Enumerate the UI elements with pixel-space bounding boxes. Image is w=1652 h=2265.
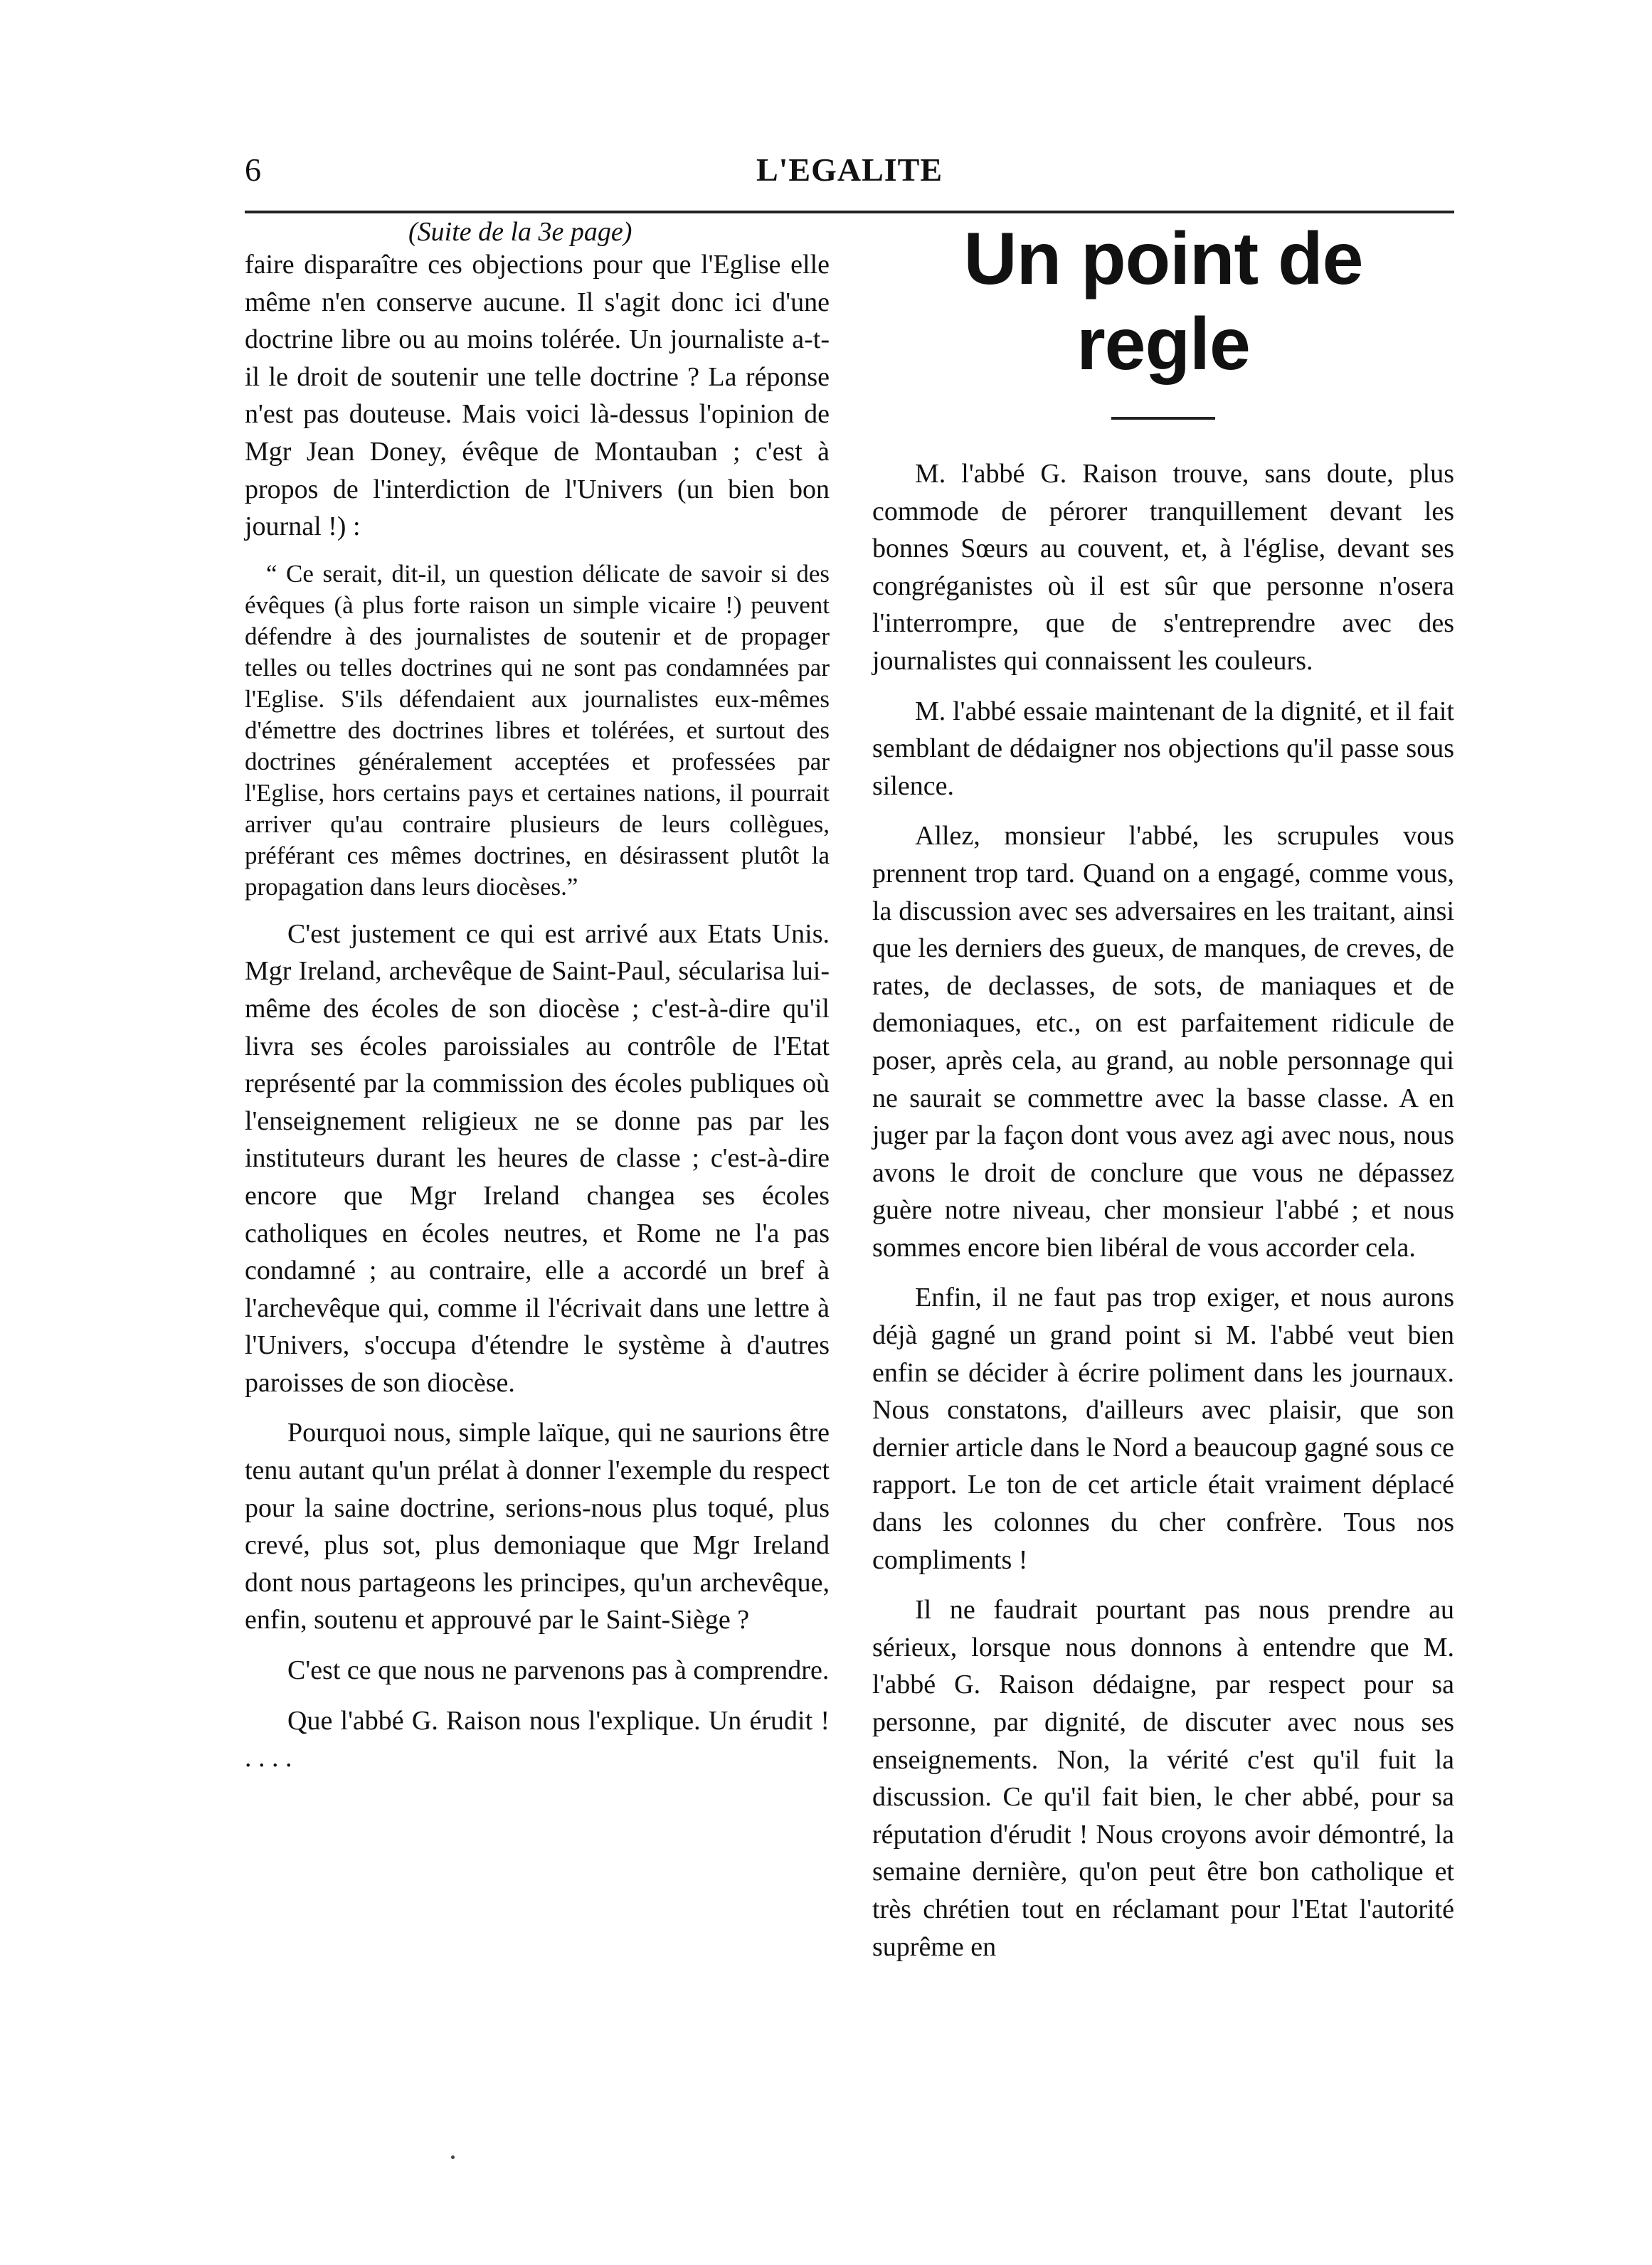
right-column <box>872 213 1454 1966</box>
paragraph: Pourquoi nous, simple laïque, qui ne saurions être tenu autant qu'un prélat à donner l'exemple du respect pour la saine doctrine, serions-nous plus toqué, plus crevé, plus sot, plus demoniaque que Mgr Ireland dont nous partageons les principes, qu'un archevêque, enfin, soutenu et approuvé par le Saint-Siège ? <box>245 1418 830 1635</box>
headline-rule <box>1111 417 1215 420</box>
ink-speck <box>451 2155 455 2159</box>
page-number: 6 <box>245 152 261 188</box>
paragraph: faire disparaître ces objections pour que l'Eglise elle même n'en conserve aucune. Il s'agit donc ici d'une doctrine libre ou au moins tolérée. Un journaliste a-t-il le droit de soutenir une telle doctrine ? La réponse n'est pas douteuse. Mais voici là-dessus l'opinion de Mgr Jean Doney, évêque de Montauban ; c'est à propos de l'interdiction de l'Univers (un bien bon journal !) : <box>245 250 830 542</box>
paragraph: Enfin, il ne faut pas trop exiger, et nous aurons déjà gagné un grand point si M. l'abbé veut bien enfin se décider à écrire poliment dans les journaux. Nous constatons, d'ailleurs avec plaisir, que son dernier article dans le Nord a beaucoup gagné sous ce rapport. Le ton de cet article était vraiment déplacé dans les colonnes du cher confrère. Tous nos compliments ! <box>872 1283 1454 1575</box>
paragraph: Il ne faudrait pourtant pas nous prendre au sérieux, lorsque nous donnons à entendre que M. l'abbé G. Raison dédaigne, par respect pour sa personne, par dignité, de discuter avec nous ses enseignements. Non, la vérité c'est qu'il fuit la discussion. Ce qu'il fait bien, le cher abbé, pour sa réputation d'érudit ! Nous croyons avoir démontré, la semaine dernière, qu'on peut être bon catholique et très chrétien tout en réclamant pour l'Etat l'autorité suprême en <box>872 1595 1454 1962</box>
paragraph: C'est justement ce qui est arrivé aux Etats Unis. Mgr Ireland, archevêque de Saint-Paul, sécularisa lui-même des écoles de son diocèse ; c'est-à-dire qu'il livra ses écoles paroissiales au contrôle de l'Etat représenté par la commission des écoles publiques où l'enseignement religieux ne se donne pas par les instituteurs durant les heures de classe ; c'est-à-dire encore que Mgr Ireland changea ses écoles catholiques en écoles neutres, et Rome ne l'a pas condamné ; au contraire, elle a accordé un bref à l'archevêque qui, comme il l'écrivait dans une lettre à l'Univers, s'occupa d'étendre le système à d'autres paroisses de son diocèse. <box>245 918 830 1398</box>
paragraph: M. l'abbé G. Raison trouve, sans doute, plus commode de pérorer tranquillement devant les bonnes Sœurs au couvent, et, à l'église, devant ses congréganistes où il est sûr que personne n'osera l'interrompre, que de s'entreprendre avec des journalistes qui connaissent les couleurs. <box>872 459 1454 676</box>
continued-note: (Suite de la 3e page) <box>408 217 632 247</box>
paragraph: C'est ce que nous ne parvenons pas à comprendre. <box>287 1655 830 1686</box>
paragraph: Allez, monsieur l'abbé, les scrupules vous prennent trop tard. Quand on a engagé, comme vous, la discussion avec ses adversaires en les traitant, ainsi que les derniers des gueux, de manques, de creves, de rates, de declasses, de sots, de maniaques et de demoniaques, etc., on est parfaitement ridicule de poser, après cela, au grand, au noble personnage qui ne saurait se commettre avec la basse classe. A en juger par la façon dont vous avez agi avec nous, nous avons le droit de conclure que vous ne dépassez guère notre niveau, cher monsieur l'abbé ; et nous sommes encore bien libéral de vous accorder cela. <box>872 821 1454 1263</box>
page-header <box>245 151 1454 193</box>
block-quote: “ Ce serait, dit-il, un question délicate de savoir si des évêques (à plus forte raison un simple vicaire !) peuvent défendre à des journalistes de soutenir et de propager telles ou telles doctrines qui ne sont pas condamnées par l'Eglise. S'ils défendaient aux journalistes eux-mêmes d'émettre des doctrines libres et tolérées, et surtout des doctrines généralement acceptées et professées par l'Eglise, hors certains pays et certaines nations, il pourrait arriver qu'au contraire plusieurs de leurs collègues, préférant ces mêmes doctrines, en désirassent plutôt la propagation dans leurs diocèses.” <box>245 559 830 901</box>
paragraph: Que l'abbé G. Raison nous l'explique. Un érudit ! . . . . <box>245 1705 830 1773</box>
running-title: L'EGALITE <box>756 152 943 188</box>
left-column <box>245 213 830 1777</box>
paragraph: M. l'abbé essaie maintenant de la dignité, et il fait semblant de dédaigner nos objections qu'il passe sous silence. <box>872 696 1454 801</box>
article-headline: Un point de regle <box>963 218 1363 386</box>
